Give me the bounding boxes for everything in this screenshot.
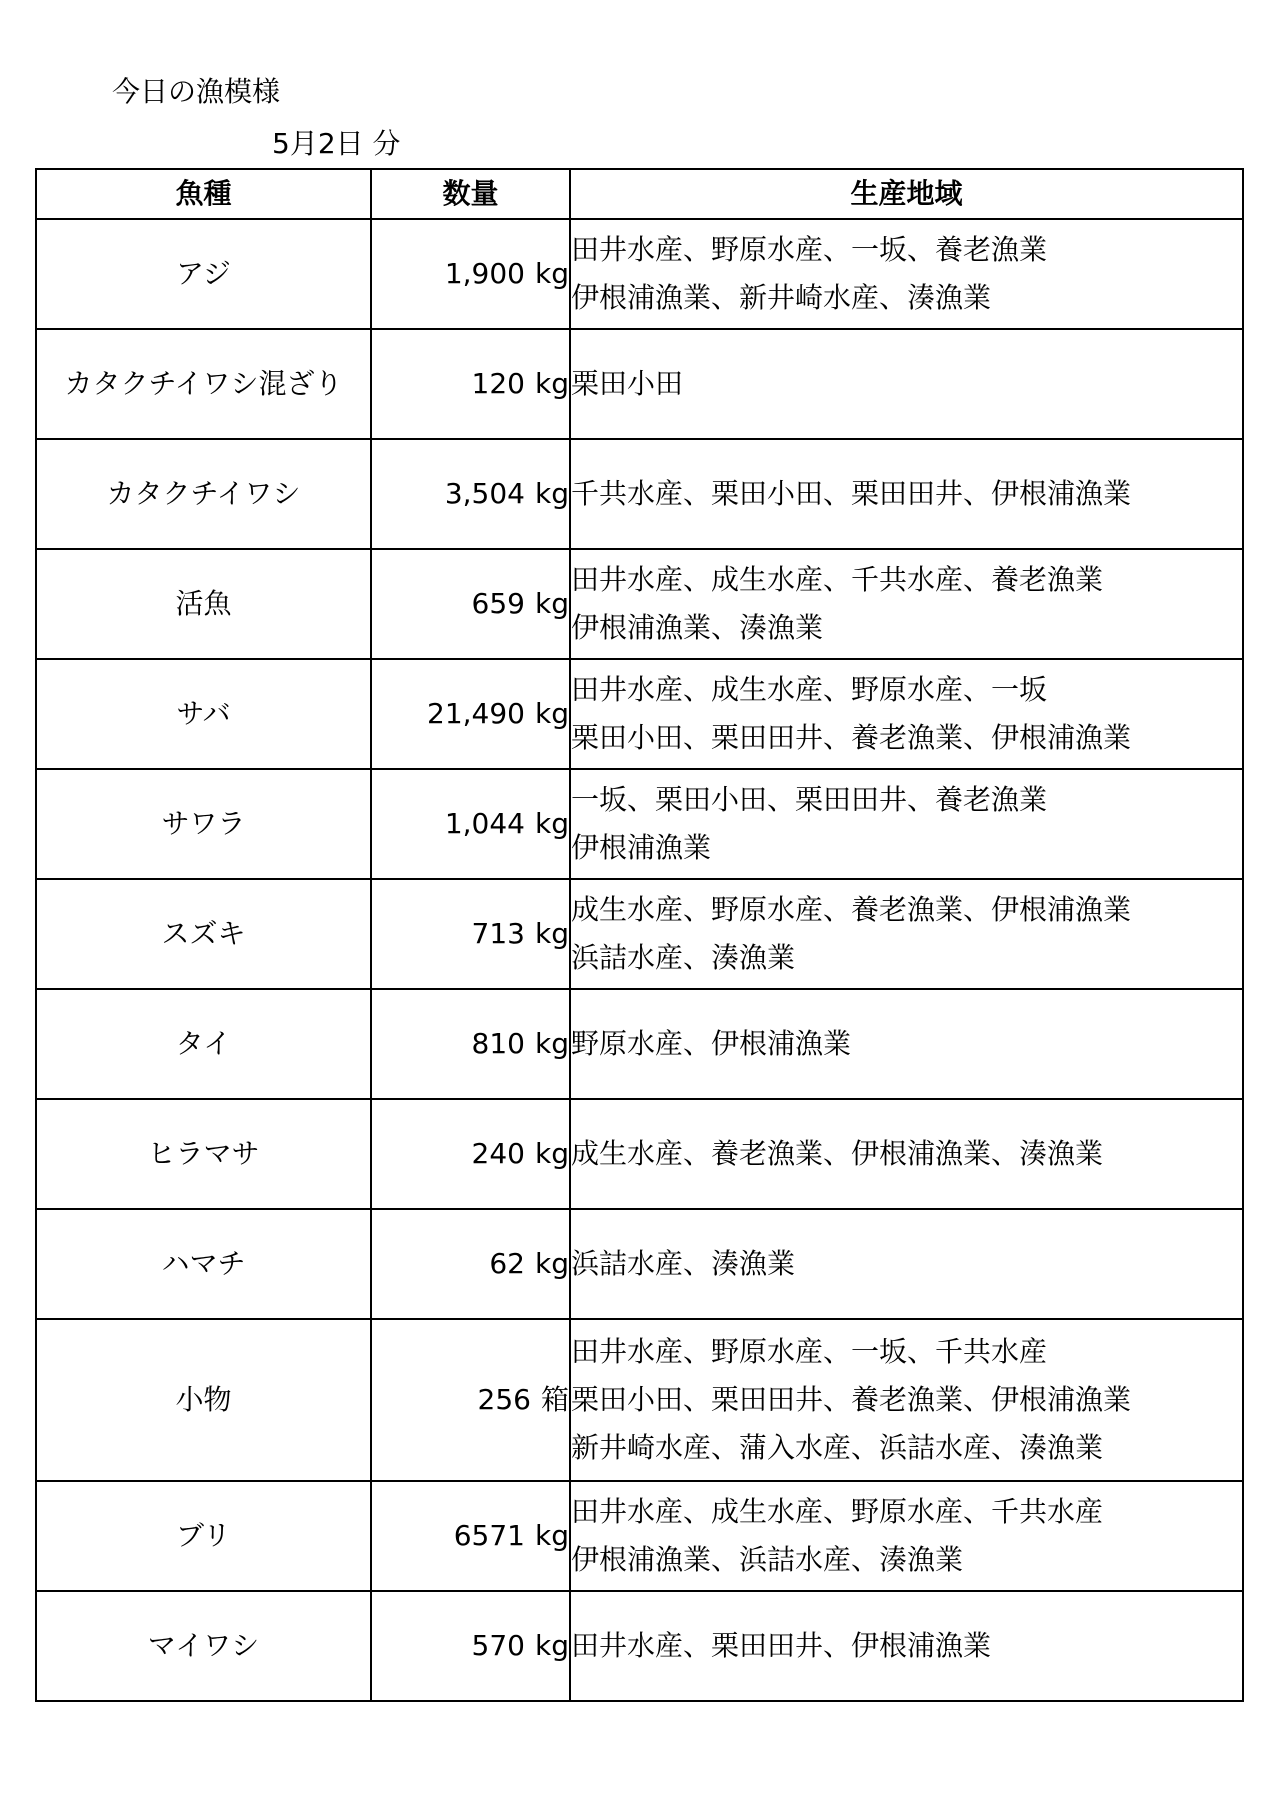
quantity-value: 659 — [471, 587, 525, 620]
quantity-unit: kg — [535, 1519, 569, 1552]
quantity-cell — [371, 659, 570, 769]
quantity-unit: kg — [535, 1247, 569, 1280]
region-cell — [570, 769, 1243, 879]
region-cell — [570, 1209, 1243, 1319]
region-line: 浜詰水産、湊漁業 — [571, 941, 796, 974]
region-line: 伊根浦漁業、湊漁業 — [571, 611, 824, 644]
quantity-value: 62 — [489, 1247, 525, 1280]
region-line: 伊根浦漁業、浜詰水産、湊漁業 — [571, 1543, 964, 1576]
quantity-value: 256 — [477, 1383, 531, 1416]
quantity-cell — [371, 1099, 570, 1209]
region-cell — [570, 879, 1243, 989]
table-row — [36, 989, 1243, 1099]
quantity-value: 713 — [471, 917, 525, 950]
quantity-unit: kg — [535, 1629, 569, 1662]
table-row — [36, 1209, 1243, 1319]
quantity-value: 240 — [471, 1137, 525, 1170]
species-cell: アジ — [36, 219, 371, 329]
region-cell — [570, 989, 1243, 1099]
region-cell — [570, 1099, 1243, 1209]
species-cell: ハマチ — [36, 1209, 371, 1319]
region-cell — [570, 219, 1243, 329]
column-header-species: 魚種 — [36, 169, 371, 219]
species-cell: ヒラマサ — [36, 1099, 371, 1209]
species-cell: カタクチイワシ — [36, 439, 371, 549]
quantity-value: 570 — [471, 1629, 525, 1662]
region-line: 田井水産、成生水産、野原水産、一坂 — [571, 673, 1048, 706]
species-cell: ブリ — [36, 1481, 371, 1591]
region-line: 伊根浦漁業、新井崎水産、湊漁業 — [571, 281, 992, 314]
region-line: 田井水産、野原水産、一坂、養老漁業 — [571, 233, 1048, 266]
species-cell: スズキ — [36, 879, 371, 989]
catch-table — [35, 168, 1244, 1702]
column-header-quantity: 数量 — [371, 169, 570, 219]
table-row — [36, 879, 1243, 989]
column-header-region: 生産地域 — [570, 169, 1243, 219]
species-cell: 活魚 — [36, 549, 371, 659]
region-cell — [570, 549, 1243, 659]
region-cell — [570, 1591, 1243, 1701]
quantity-unit: kg — [535, 697, 569, 730]
quantity-cell — [371, 439, 570, 549]
region-cell — [570, 659, 1243, 769]
quantity-cell — [371, 989, 570, 1099]
region-line: 田井水産、野原水産、一坂、千共水産 — [571, 1335, 1048, 1368]
quantity-cell — [371, 1319, 570, 1481]
region-cell — [570, 1481, 1243, 1591]
table-row — [36, 329, 1243, 439]
table-row — [36, 549, 1243, 659]
page-title: 今日の漁模様 — [112, 75, 281, 108]
table-row — [36, 769, 1243, 879]
table-row — [36, 1481, 1243, 1591]
quantity-unit: kg — [535, 807, 569, 840]
quantity-unit: kg — [535, 477, 569, 510]
table-row — [36, 219, 1243, 329]
quantity-value: 810 — [471, 1027, 525, 1060]
table-row — [36, 1319, 1243, 1481]
region-line: 栗田小田 — [571, 367, 684, 400]
quantity-value: 3,504 — [444, 477, 525, 510]
region-line: 田井水産、成生水産、千共水産、養老漁業 — [571, 563, 1104, 596]
quantity-unit: 箱 — [540, 1383, 569, 1416]
region-line: 千共水産、栗田小田、栗田田井、伊根浦漁業 — [571, 477, 1132, 510]
quantity-unit: kg — [535, 1027, 569, 1060]
species-cell: サバ — [36, 659, 371, 769]
quantity-cell — [371, 1481, 570, 1591]
region-line: 野原水産、伊根浦漁業 — [571, 1027, 852, 1060]
species-cell: カタクチイワシ混ざり — [36, 329, 371, 439]
table-row — [36, 659, 1243, 769]
region-cell — [570, 329, 1243, 439]
region-cell — [570, 1319, 1243, 1481]
quantity-cell — [371, 329, 570, 439]
region-line: 田井水産、成生水産、野原水産、千共水産 — [571, 1495, 1104, 1528]
region-line: 浜詰水産、湊漁業 — [571, 1247, 796, 1280]
table-row — [36, 1591, 1243, 1701]
quantity-value: 6571 — [453, 1519, 525, 1552]
quantity-unit: kg — [535, 367, 569, 400]
table-header-row — [36, 169, 1243, 219]
quantity-value: 21,490 — [427, 697, 525, 730]
quantity-value: 120 — [471, 367, 525, 400]
region-line: 成生水産、野原水産、養老漁業、伊根浦漁業 — [571, 893, 1132, 926]
quantity-cell — [371, 769, 570, 879]
region-line: 栗田小田、栗田田井、養老漁業、伊根浦漁業 — [571, 721, 1132, 754]
catch-table-body — [36, 219, 1243, 1701]
quantity-value: 1,044 — [444, 807, 525, 840]
species-cell: サワラ — [36, 769, 371, 879]
table-row — [36, 1099, 1243, 1209]
quantity-unit: kg — [535, 917, 569, 950]
species-cell: タイ — [36, 989, 371, 1099]
quantity-value: 1,900 — [444, 257, 525, 290]
quantity-cell — [371, 549, 570, 659]
quantity-cell — [371, 1209, 570, 1319]
quantity-cell — [371, 879, 570, 989]
report-date: 5月2日 分 — [272, 127, 401, 160]
quantity-unit: kg — [535, 1137, 569, 1170]
table-row — [36, 439, 1243, 549]
region-line: 一坂、栗田小田、栗田田井、養老漁業 — [571, 783, 1048, 816]
region-line: 成生水産、養老漁業、伊根浦漁業、湊漁業 — [571, 1137, 1104, 1170]
quantity-unit: kg — [535, 587, 569, 620]
quantity-cell — [371, 219, 570, 329]
quantity-cell — [371, 1591, 570, 1701]
region-line: 伊根浦漁業 — [571, 831, 712, 864]
quantity-unit: kg — [535, 257, 569, 290]
region-line: 新井崎水産、蒲入水産、浜詰水産、湊漁業 — [571, 1431, 1104, 1464]
species-cell: 小物 — [36, 1319, 371, 1481]
region-line: 栗田小田、栗田田井、養老漁業、伊根浦漁業 — [571, 1383, 1132, 1416]
region-cell — [570, 439, 1243, 549]
species-cell: マイワシ — [36, 1591, 371, 1701]
region-line: 田井水産、栗田田井、伊根浦漁業 — [571, 1629, 992, 1662]
